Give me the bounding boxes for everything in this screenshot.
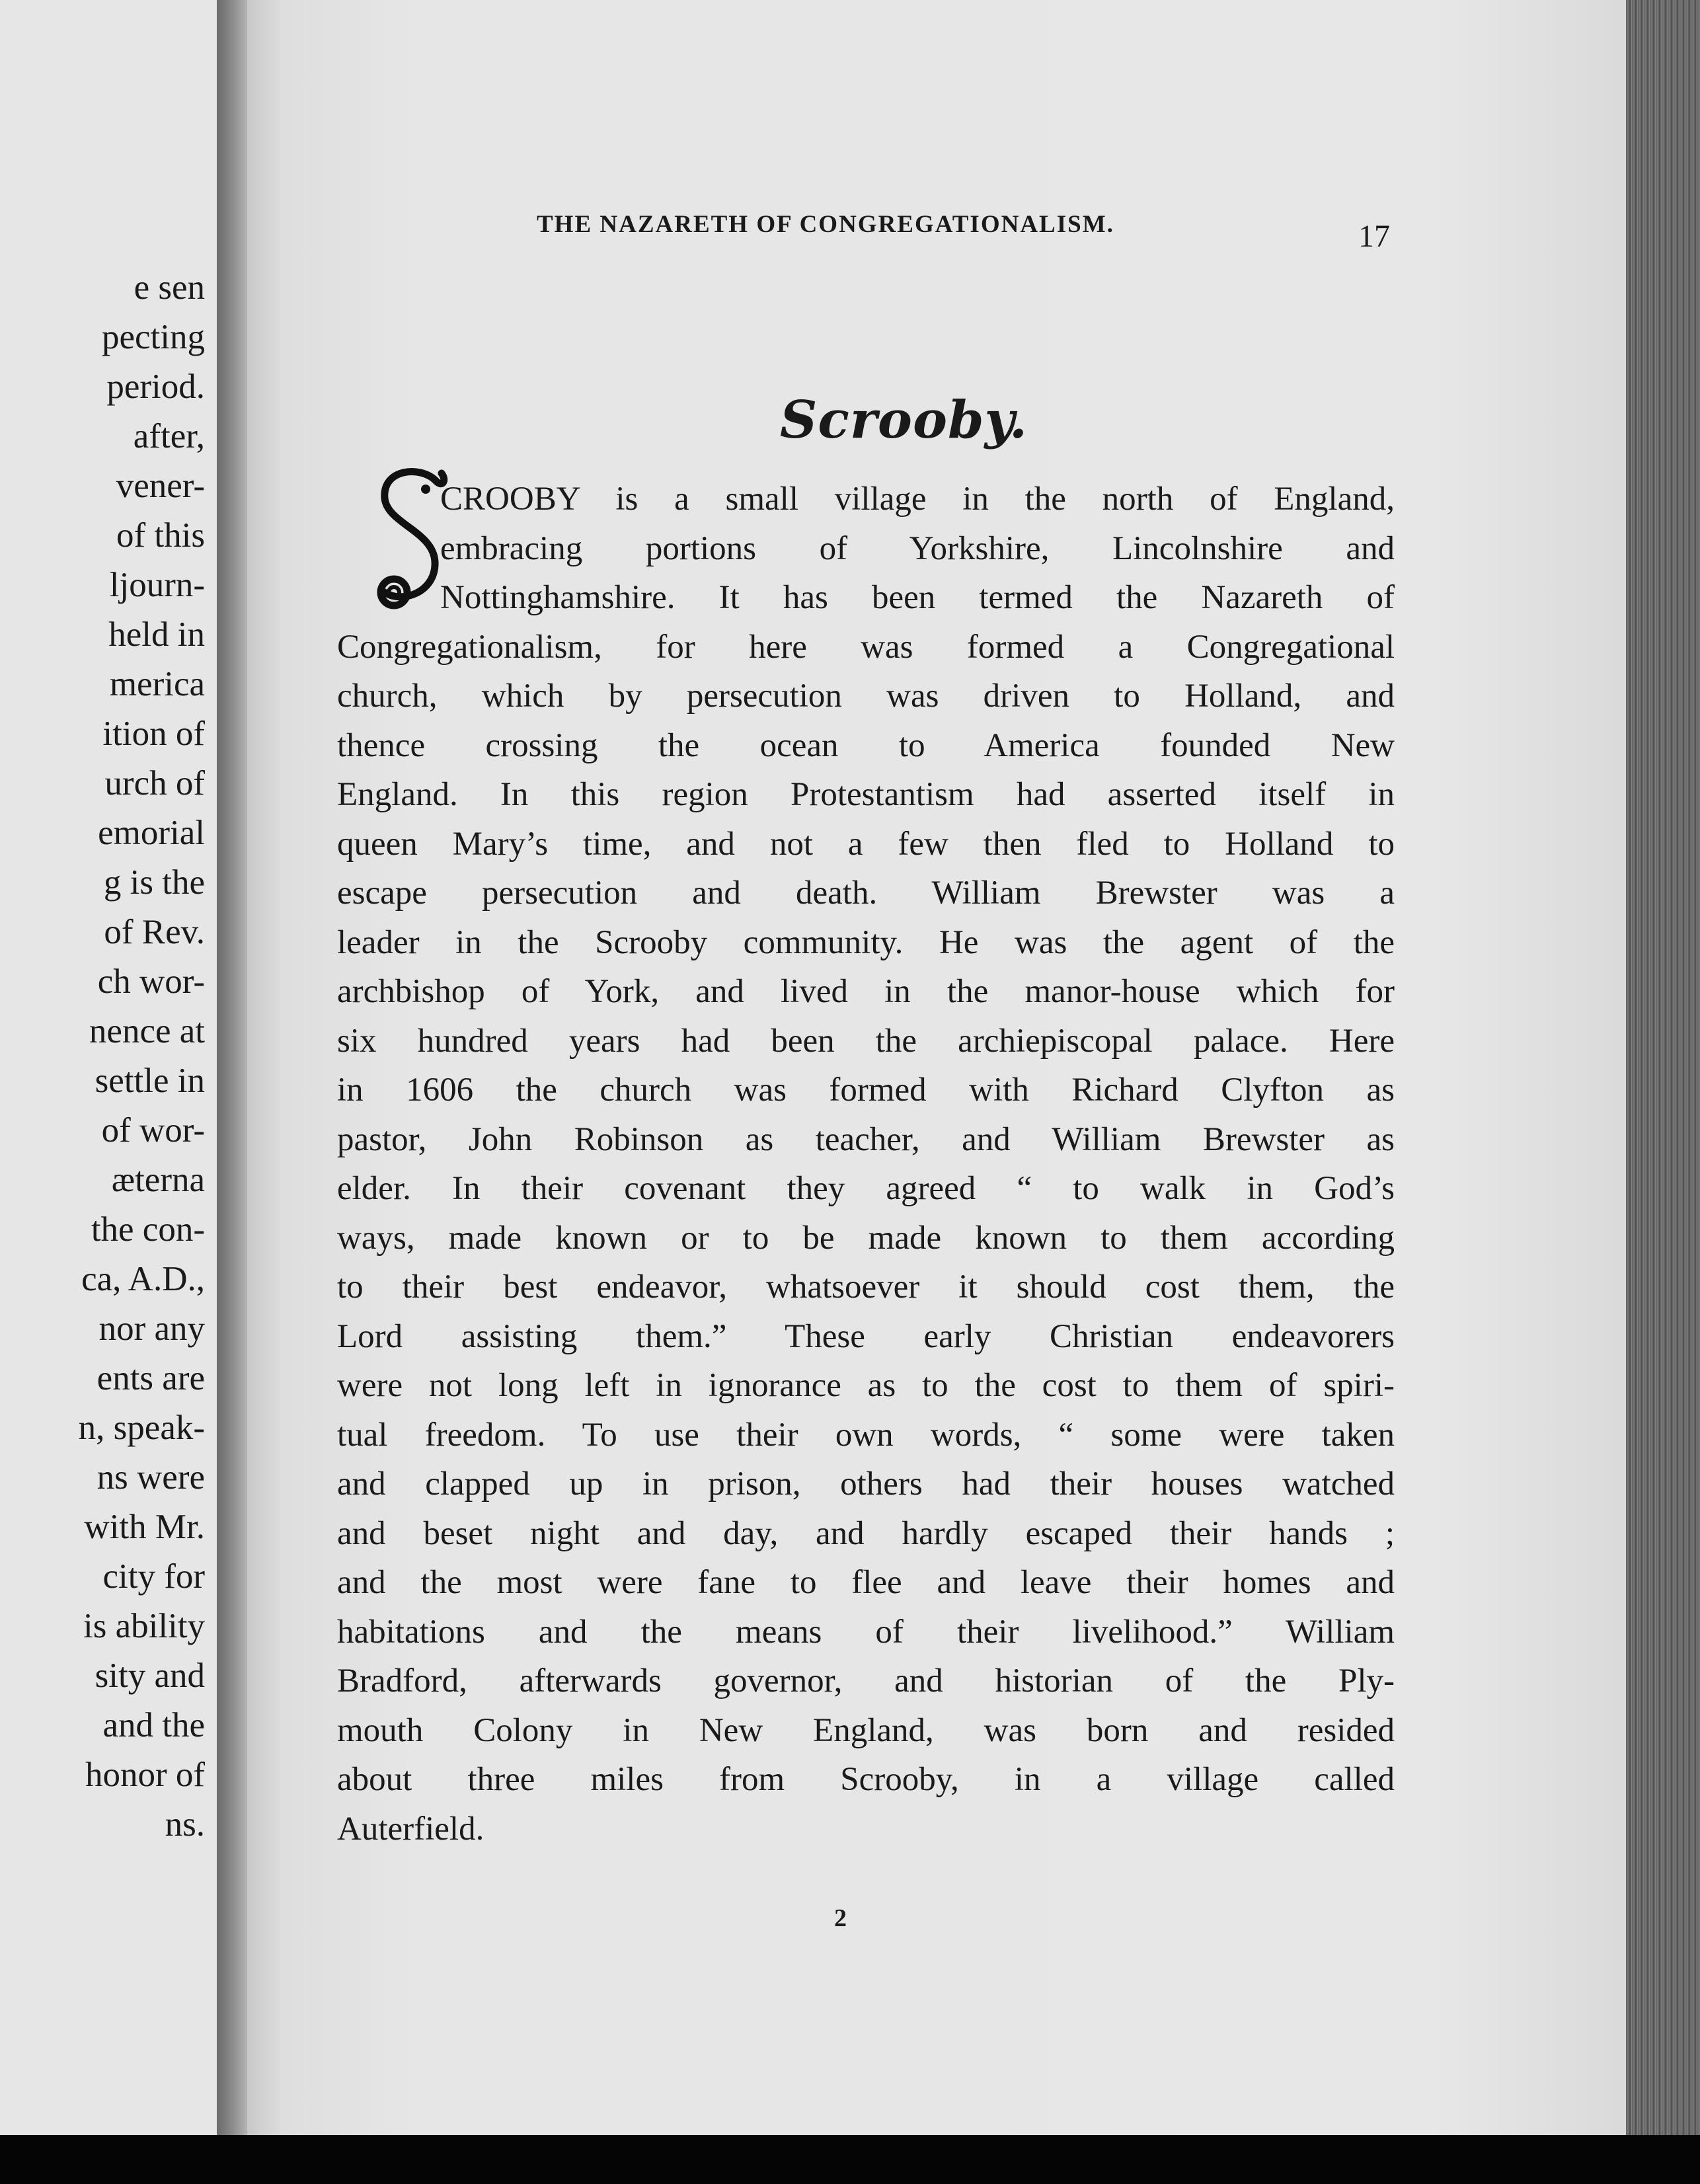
text-line: England. In this region Protestantism had asserted itself in <box>337 776 1395 813</box>
text-line: æterna <box>111 1161 205 1199</box>
book-gutter <box>217 0 247 2135</box>
text-line: leader in the Scrooby community. He was the agent of the <box>337 923 1395 961</box>
text-line: urch of <box>104 764 205 802</box>
gutter-shadow <box>247 0 280 2135</box>
text-line: after, <box>133 417 205 455</box>
text-line: pecting <box>102 318 205 356</box>
text-line: Auterfield. <box>337 1810 484 1848</box>
running-head: THE NAZARETH OF CONGREGATIONALISM. <box>537 211 1114 238</box>
text-line: sity and <box>95 1657 205 1695</box>
text-line: CROOBY is a small village in the north of England, <box>440 481 1395 518</box>
main-text <box>337 475 1395 1853</box>
text-line: ways, made known or to be made known to them according <box>337 1219 1395 1257</box>
text-line: ch wor- <box>97 962 205 1001</box>
text-line: period. <box>106 368 205 406</box>
text-line: honor of <box>85 1756 205 1794</box>
text-line: of wor- <box>101 1111 205 1150</box>
text-line: habitations and the means of their livelihood.” William <box>337 1613 1395 1651</box>
text-line: of Rev. <box>104 913 205 951</box>
page-block-edge <box>1626 0 1700 2142</box>
signature-mark: 2 <box>834 1904 847 1932</box>
chapter-title: Scrooby. <box>780 390 1028 450</box>
text-line: Congregationalism, for here was formed a Congregational <box>337 628 1395 666</box>
text-line: to their best endeavor, whatsoever it should cost them, the <box>337 1268 1395 1306</box>
text-line: elder. In their covenant they agreed “ to walk in God’s <box>337 1170 1395 1207</box>
text-line: ents are <box>97 1359 205 1397</box>
text-line: held in <box>108 615 205 654</box>
text-line: nor any <box>98 1309 205 1348</box>
text-line: settle in <box>95 1062 205 1100</box>
text-line: mouth Colony in New England, was born and resided <box>337 1711 1395 1749</box>
text-line: and the <box>102 1706 205 1744</box>
text-line: ca, A.D., <box>81 1260 205 1298</box>
text-line: is ability <box>83 1607 205 1645</box>
text-line: archbishop of York, and lived in the manor-house which for <box>337 973 1395 1010</box>
text-line: ljourn- <box>109 566 205 604</box>
text-line: the con- <box>91 1210 205 1249</box>
page-number: 17 <box>1358 219 1390 254</box>
text-line: about three miles from Scrooby, in a village called <box>337 1761 1395 1798</box>
previous-page-text <box>79 263 205 1850</box>
text-line: Bradford, afterwards governor, and historian of the Ply- <box>337 1662 1395 1699</box>
text-line: e sen <box>134 268 205 307</box>
text-line: with Mr. <box>84 1508 205 1546</box>
text-line: and beset night and day, and hardly escaped their hands ; <box>337 1514 1395 1552</box>
text-line: nence at <box>89 1012 205 1050</box>
text-line: city for <box>102 1557 205 1596</box>
text-line: g is the <box>103 863 205 902</box>
text-line: embracing portions of Yorkshire, Lincolnshire and <box>440 529 1395 567</box>
text-line: thence crossing the ocean to America founded New <box>337 726 1395 764</box>
text-line: and the most were fane to flee and leave their homes and <box>337 1564 1395 1601</box>
text-line: pastor, John Robinson as teacher, and William Brewster as <box>337 1120 1395 1158</box>
text-line: Lord assisting them.” These early Christian endeavorers <box>337 1317 1395 1355</box>
text-line: church, which by persecution was driven to Holland, and <box>337 678 1395 715</box>
bottom-edge <box>0 2135 1700 2184</box>
text-line: queen Mary’s time, and not a few then fled to Holland to <box>337 825 1395 863</box>
text-line: escape persecution and death. William Brewster was a <box>337 875 1395 912</box>
previous-page <box>0 0 218 2135</box>
text-line: in 1606 the church was formed with Richard Clyfton as <box>337 1072 1395 1109</box>
text-line: merica <box>109 665 205 703</box>
text-line: were not long left in ignorance as to the cost to them of spiri- <box>337 1367 1395 1404</box>
text-line: emorial <box>98 814 205 852</box>
text-line: six hundred years had been the archiepiscopal palace. Here <box>337 1022 1395 1060</box>
text-line: n, speak- <box>78 1409 205 1447</box>
text-line: and clapped up in prison, others had their houses watched <box>337 1465 1395 1502</box>
text-line: vener- <box>116 467 205 505</box>
text-line: ns were <box>97 1458 205 1497</box>
text-line: Nottinghamshire. It has been termed the Nazareth of <box>440 579 1395 616</box>
text-line: ns. <box>165 1805 205 1844</box>
text-line: ition of <box>102 715 205 753</box>
text-line: of this <box>116 516 205 555</box>
text-line: tual freedom. To use their own words, “ some were taken <box>337 1416 1395 1454</box>
